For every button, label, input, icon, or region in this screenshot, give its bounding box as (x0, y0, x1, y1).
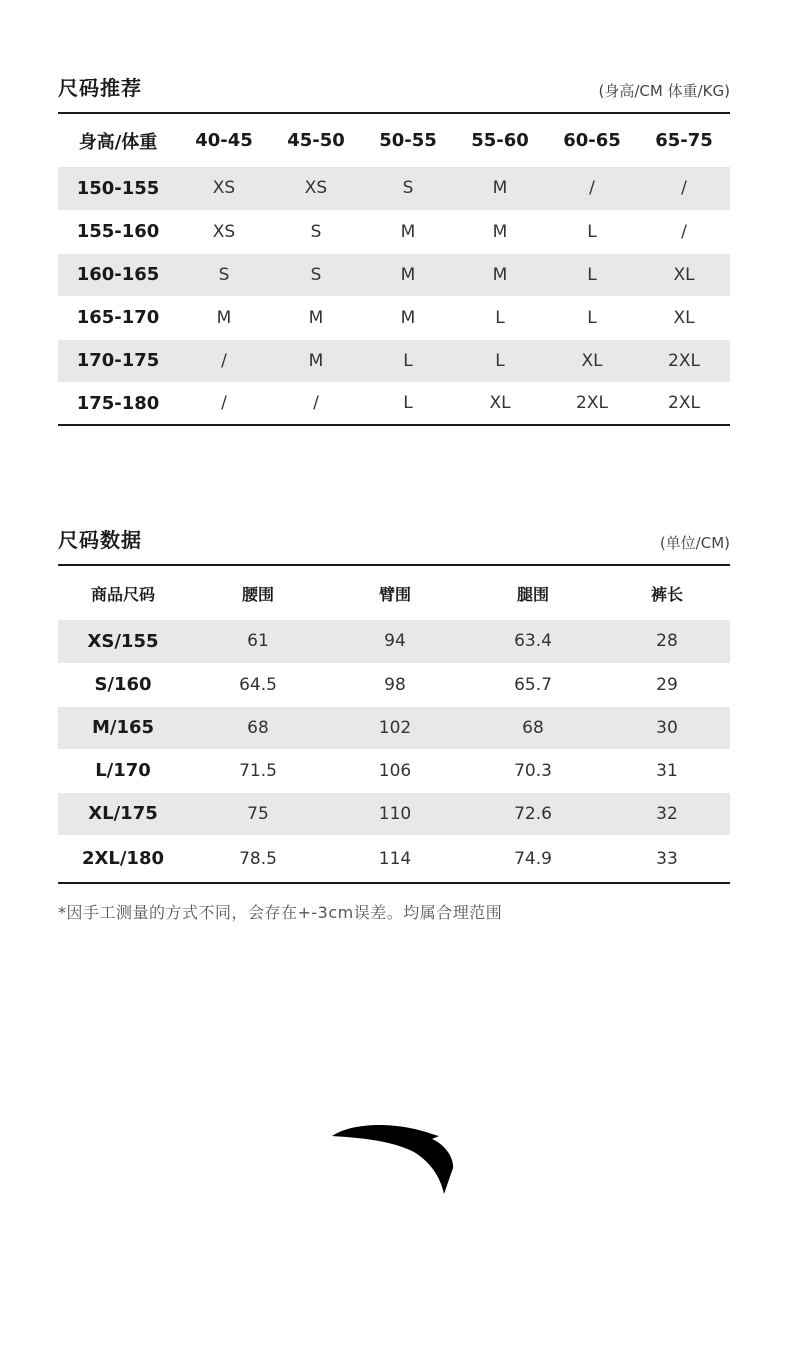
table-cell: XL (546, 339, 638, 382)
table-cell: XS (270, 167, 362, 210)
table-header-row (58, 113, 730, 167)
table-row (58, 835, 730, 883)
table-cell: 70.3 (462, 749, 604, 792)
column-header: 65-75 (655, 130, 713, 151)
table-cell: 32 (604, 792, 730, 835)
size-data-table (58, 564, 730, 884)
brand-swoosh-logo (330, 1124, 456, 1196)
column-header: 裤长 (650, 584, 683, 604)
column-header: 腿围 (516, 584, 549, 604)
table-row (58, 706, 730, 749)
table-cell: L (362, 382, 454, 425)
table-cell: 28 (604, 620, 730, 663)
column-header: 55-60 (471, 130, 529, 151)
row-header: 160-165 (58, 253, 178, 296)
sizedata-header (58, 524, 730, 553)
table-row (58, 792, 730, 835)
table-header-row (58, 565, 730, 620)
table-cell: 72.6 (462, 792, 604, 835)
row-header: L/170 (58, 749, 188, 792)
column-header: 腰围 (241, 584, 274, 604)
table-cell: 102 (328, 706, 462, 749)
table-cell: XL (638, 296, 730, 339)
table-row (58, 339, 730, 382)
table-cell: 61 (188, 620, 328, 663)
table-cell: L (454, 339, 546, 382)
table-cell: L (546, 253, 638, 296)
table-cell: 31 (604, 749, 730, 792)
size-recommend-table (58, 112, 730, 426)
table-row (58, 620, 730, 663)
table-row (58, 167, 730, 210)
table-cell: 33 (604, 835, 730, 883)
table-cell: S (270, 253, 362, 296)
table-cell: 68 (188, 706, 328, 749)
brand-swoosh-icon (330, 1124, 456, 1196)
table-row (58, 253, 730, 296)
table-cell: 29 (604, 663, 730, 706)
column-header: 臂围 (378, 584, 411, 604)
table-cell: / (638, 167, 730, 210)
table-cell: L (546, 210, 638, 253)
column-header: 身高/体重 (78, 131, 158, 153)
table-cell: 71.5 (188, 749, 328, 792)
table-cell: 65.7 (462, 663, 604, 706)
table-cell: XS (178, 210, 270, 253)
table-cell: M (178, 296, 270, 339)
table-cell: L (362, 339, 454, 382)
table-cell: S (270, 210, 362, 253)
recommend-header (58, 72, 730, 101)
row-header: 165-170 (58, 296, 178, 339)
table-cell: 98 (328, 663, 462, 706)
column-header: 商品尺码 (90, 584, 155, 604)
table-cell: 64.5 (188, 663, 328, 706)
table-cell: 63.4 (462, 620, 604, 663)
row-header: XL/175 (58, 792, 188, 835)
table-cell: M (270, 296, 362, 339)
table-cell: XL (638, 253, 730, 296)
table-cell: M (454, 253, 546, 296)
measurement-note: *因手工测量的方式不同，会存在+-3cm误差。均属合理范围 (58, 903, 503, 922)
sizedata-unit: (单位/CM) (659, 534, 730, 552)
table-cell: M (454, 210, 546, 253)
table-cell: 2XL (638, 382, 730, 425)
table-cell: S (178, 253, 270, 296)
column-header: 40-45 (195, 130, 253, 151)
table-cell: XL (454, 382, 546, 425)
table-cell: 74.9 (462, 835, 604, 883)
table-row (58, 663, 730, 706)
table-cell: 94 (328, 620, 462, 663)
row-header: 175-180 (58, 382, 178, 425)
table-cell: M (270, 339, 362, 382)
table-cell: XS (178, 167, 270, 210)
row-header: XS/155 (58, 620, 188, 663)
row-header: 155-160 (58, 210, 178, 253)
table-cell: 110 (328, 792, 462, 835)
column-header: 45-50 (287, 130, 345, 151)
column-header: 50-55 (379, 130, 437, 151)
column-header: 60-65 (563, 130, 621, 151)
table-cell: 68 (462, 706, 604, 749)
table-cell: 106 (328, 749, 462, 792)
table-row (58, 210, 730, 253)
table-row (58, 382, 730, 425)
table-cell: / (178, 339, 270, 382)
table-cell: 75 (188, 792, 328, 835)
row-header: M/165 (58, 706, 188, 749)
table-cell: 78.5 (188, 835, 328, 883)
table-cell: / (270, 382, 362, 425)
table-cell: M (362, 296, 454, 339)
table-cell: M (454, 167, 546, 210)
recommend-unit: (身高/CM 体重/KG) (598, 82, 730, 100)
table-row (58, 749, 730, 792)
table-cell: 30 (604, 706, 730, 749)
table-cell: M (362, 210, 454, 253)
row-header: 170-175 (58, 339, 178, 382)
table-cell: 2XL (638, 339, 730, 382)
table-cell: L (546, 296, 638, 339)
row-header: 150-155 (58, 167, 178, 210)
table-cell: / (178, 382, 270, 425)
sizedata-title: 尺码数据 (58, 528, 142, 552)
table-cell: 2XL (546, 382, 638, 425)
table-cell: / (638, 210, 730, 253)
table-cell: L (454, 296, 546, 339)
table-cell: S (362, 167, 454, 210)
row-header: S/160 (58, 663, 188, 706)
table-cell: M (362, 253, 454, 296)
table-cell: 114 (328, 835, 462, 883)
table-row (58, 296, 730, 339)
recommend-title: 尺码推荐 (58, 76, 142, 100)
row-header: 2XL/180 (58, 835, 188, 883)
table-cell: / (546, 167, 638, 210)
